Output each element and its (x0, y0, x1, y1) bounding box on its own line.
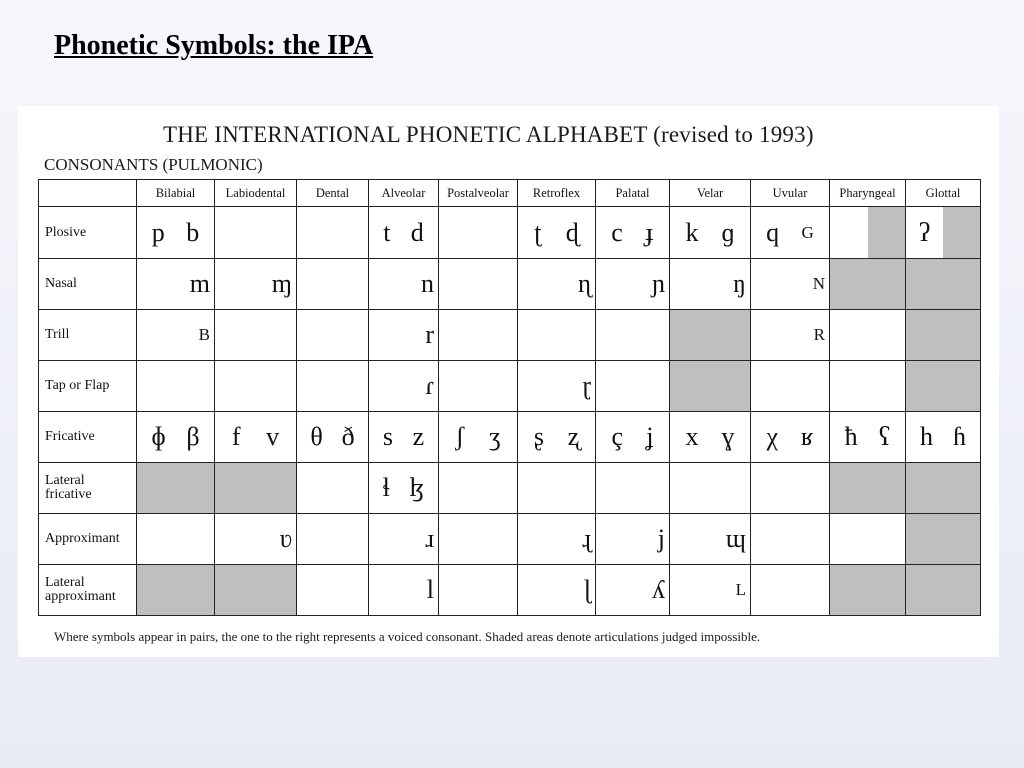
cell (518, 565, 596, 616)
symbol: ɳ (578, 269, 591, 298)
symbol: s (382, 422, 393, 451)
symbol: ʐ (567, 422, 580, 451)
row-label: Tap or Flap (39, 361, 137, 412)
cell (369, 412, 439, 463)
row-label: Approximant (39, 514, 137, 565)
symbol: R (813, 325, 825, 344)
cell (670, 259, 751, 310)
cell-impossible (906, 565, 981, 616)
symbol: q (766, 217, 780, 247)
symbol: ɰ (725, 524, 746, 553)
cell (297, 207, 369, 259)
symbol: θ (310, 422, 323, 451)
symbol: ɖ (565, 217, 579, 247)
cell (215, 412, 297, 463)
row-lateral-fricative (39, 463, 981, 514)
cell-impossible (215, 463, 297, 514)
cell (596, 361, 670, 412)
cell (137, 361, 215, 412)
symbol: ç (611, 422, 624, 451)
symbol: ɡ (721, 217, 735, 247)
symbol: j (657, 524, 665, 553)
symbol: ɟ (645, 217, 654, 247)
cell (596, 259, 670, 310)
cell-impossible (137, 463, 215, 514)
symbol: b (186, 217, 200, 247)
col-header: Palatal (596, 180, 670, 207)
symbol: N (812, 274, 825, 293)
cell (596, 565, 670, 616)
row-trill (39, 310, 981, 361)
cell (297, 361, 369, 412)
symbol: ɬ (382, 473, 390, 502)
cell (751, 207, 830, 259)
symbol: χ (766, 422, 778, 451)
col-header: Glottal (906, 180, 981, 207)
cell (830, 514, 906, 565)
symbol: r (425, 320, 434, 349)
row-label-line: Lateral (45, 575, 85, 590)
symbol: L (735, 580, 746, 599)
slide-title: Phonetic Symbols: the IPA (54, 30, 374, 61)
col-header: Dental (297, 180, 369, 207)
cell-impossible (906, 361, 981, 412)
symbol: ɱ (271, 269, 292, 298)
row-label: Plosive (39, 207, 137, 259)
symbol: t (383, 217, 391, 247)
cell (906, 412, 981, 463)
cell (518, 463, 596, 514)
symbol: G (801, 222, 814, 242)
symbol: ʁ (800, 422, 814, 451)
cell (596, 207, 670, 259)
cell (369, 565, 439, 616)
cell (137, 259, 215, 310)
cell (439, 412, 518, 463)
symbol: z (412, 422, 425, 451)
cell (751, 463, 830, 514)
section-label: CONSONANTS (PULMONIC) (44, 155, 263, 174)
symbol: k (685, 217, 699, 247)
cell (297, 463, 369, 514)
symbol: ʝ (646, 422, 654, 451)
row-label: Nasal (39, 259, 137, 310)
cell-impossible (670, 361, 751, 412)
col-header: Retroflex (518, 180, 596, 207)
cell (751, 310, 830, 361)
row-label-line: Lateral (45, 473, 85, 488)
cell (518, 310, 596, 361)
cell-impossible (137, 565, 215, 616)
cell (297, 310, 369, 361)
cell (137, 310, 215, 361)
cell (830, 310, 906, 361)
cell (751, 514, 830, 565)
symbol: l (426, 575, 434, 604)
row-label: Fricative (39, 412, 137, 463)
cell (215, 514, 297, 565)
cell-impossible (906, 463, 981, 514)
cell (518, 361, 596, 412)
cell (670, 207, 751, 259)
cell (751, 565, 830, 616)
symbol: β (186, 422, 200, 451)
symbol: p (151, 217, 165, 247)
consonant-table (38, 179, 981, 616)
row-label-line: approximant (45, 589, 116, 604)
cell (439, 514, 518, 565)
cell (596, 514, 670, 565)
cell (751, 259, 830, 310)
cell (751, 412, 830, 463)
cell (518, 259, 596, 310)
row-fricative (39, 412, 981, 463)
symbol: ð (341, 422, 355, 451)
symbol: B (198, 325, 210, 344)
row-lateral-approximant (39, 565, 981, 616)
cell (670, 463, 751, 514)
symbol: ʎ (652, 575, 665, 604)
symbol: ʒ (489, 422, 501, 451)
col-header: Alveolar (369, 180, 439, 207)
col-header: Postalveolar (439, 180, 518, 207)
row-nasal (39, 259, 981, 310)
symbol: x (685, 422, 699, 451)
symbol: v (266, 422, 280, 451)
cell (297, 565, 369, 616)
ipa-chart-image (18, 106, 999, 657)
cell (518, 514, 596, 565)
chart-title: THE INTERNATIONAL PHONETIC ALPHABET (revised to 1993) (163, 122, 814, 147)
row-plosive (39, 207, 981, 259)
row-label (39, 565, 137, 616)
cell (439, 259, 518, 310)
cell-impossible (215, 565, 297, 616)
cell-impossible (670, 310, 751, 361)
cell (518, 207, 596, 259)
symbol: ʃ (455, 422, 465, 451)
symbol: d (410, 217, 424, 247)
cell (439, 463, 518, 514)
col-header: Bilabial (137, 180, 215, 207)
cell (670, 412, 751, 463)
symbol: ħ (844, 422, 858, 451)
cell (369, 207, 439, 259)
cell (215, 259, 297, 310)
cell (297, 514, 369, 565)
cell (596, 412, 670, 463)
symbol: m (189, 269, 210, 298)
chart-footnote: Where symbols appear in pairs, the one to the right represents a voiced consonant. Shaded areas denote articulations judged impossible. (54, 629, 761, 644)
symbol: ʈ (534, 217, 542, 247)
cell (297, 259, 369, 310)
cell (215, 207, 297, 259)
cell-impossible (906, 259, 981, 310)
symbol: ʂ (533, 422, 544, 451)
cell (670, 514, 751, 565)
cell (439, 361, 518, 412)
symbol: ɦ (953, 422, 966, 451)
cell (439, 310, 518, 361)
cell (439, 207, 518, 259)
cell (830, 207, 906, 259)
cell-impossible (830, 259, 906, 310)
symbol: ɹ (425, 524, 434, 553)
row-label: Trill (39, 310, 137, 361)
row-approximant (39, 514, 981, 565)
col-header: Pharyngeal (830, 180, 906, 207)
row-label-line: fricative (45, 487, 92, 502)
symbol: ŋ (733, 269, 746, 298)
col-header: Velar (670, 180, 751, 207)
symbol: ɸ (151, 422, 166, 451)
header-row (39, 180, 981, 207)
cell (369, 361, 439, 412)
row-label (39, 463, 137, 514)
symbol: n (421, 269, 434, 298)
cell (297, 412, 369, 463)
cell (137, 207, 215, 259)
symbol: ɻ (582, 524, 591, 553)
symbol: c (611, 217, 623, 247)
col-header: Uvular (751, 180, 830, 207)
symbol: ʔ (918, 217, 931, 247)
row-tap-or-flap (39, 361, 981, 412)
cell (751, 361, 830, 412)
corner-cell (39, 180, 137, 207)
cell (369, 463, 439, 514)
cell (369, 310, 439, 361)
cell (215, 361, 297, 412)
symbol: ɭ (583, 575, 591, 604)
cell (369, 514, 439, 565)
cell (439, 565, 518, 616)
cell (137, 412, 215, 463)
cell (137, 514, 215, 565)
symbol: ɽ (582, 371, 591, 400)
symbol: ʋ (279, 524, 292, 553)
cell (830, 412, 906, 463)
symbol: ʕ (878, 422, 891, 451)
cell (596, 463, 670, 514)
cell (596, 310, 670, 361)
symbol: ɲ (652, 269, 665, 298)
cell (830, 361, 906, 412)
symbol: ɾ (425, 371, 434, 400)
cell-impossible (830, 565, 906, 616)
cell (670, 565, 751, 616)
symbol: h (920, 422, 933, 451)
cell-impossible (830, 463, 906, 514)
cell-impossible (906, 310, 981, 361)
col-header: Labiodental (215, 180, 297, 207)
symbol: ɣ (721, 422, 735, 451)
cell (215, 310, 297, 361)
cell (369, 259, 439, 310)
cell (518, 412, 596, 463)
cell (906, 207, 981, 259)
symbol: f (231, 422, 241, 451)
symbol: ɮ (409, 473, 425, 502)
cell-impossible (906, 514, 981, 565)
